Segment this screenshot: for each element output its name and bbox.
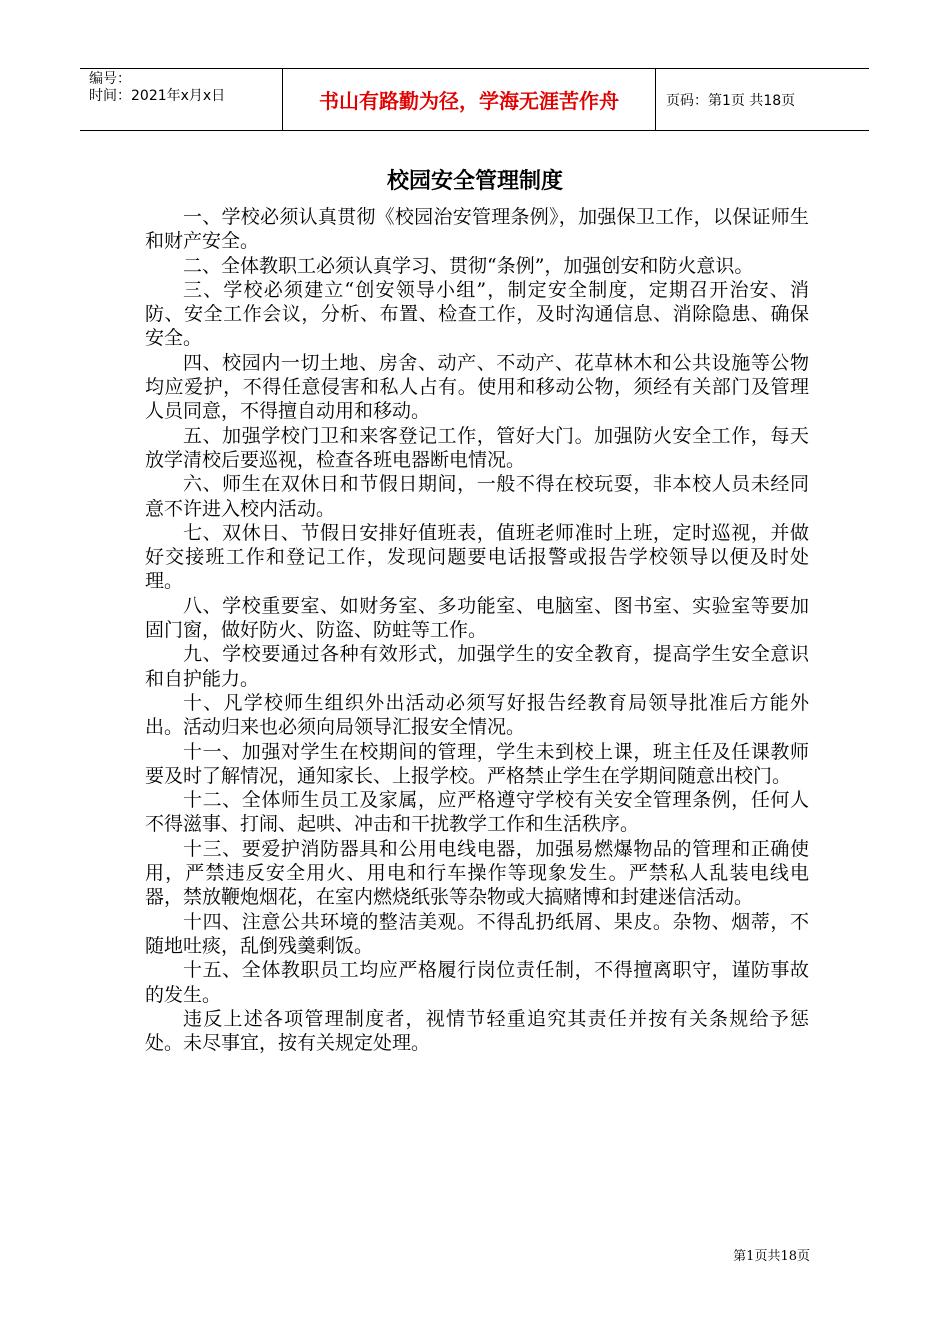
paragraph: 六、师生在双休日和节假日期间，一般不得在校玩耍，非本校人员未经同意不许进入校内活动。 — [145, 473, 809, 520]
paragraph: 十四、注意公共环境的整洁美观。不得乱扔纸屑、果皮。杂物、烟蒂，不随地吐痰，乱倒残羹剩饭。 — [145, 910, 809, 957]
paragraph: 十五、全体教职员工均应严格履行岗位责任制，不得擅离职守，谨防事故的发生。 — [145, 959, 809, 1006]
paragraph: 十一、加强对学生在校期间的管理，学生未到校上课，班主任及任课教师要及时了解情况，通知家长、上报学校。严格禁止学生在学期间随意出校门。 — [145, 740, 809, 787]
paragraph: 十二、全体师生员工及家属，应严格遵守学校有关安全管理条例，任何人不得滋事、打闹、起哄、冲击和干扰教学工作和生活秩序。 — [145, 789, 809, 836]
paragraph: 四、校园内一切土地、房舍、动产、不动产、花草林木和公共设施等公物均应爱护，不得任意侵害和私人占有。使用和移动公物，须经有关部门及管理人员同意，不得擅自动用和移动。 — [145, 351, 809, 423]
paragraph: 三、学校必须建立“创安领导小组”，制定安全制度，定期召开治安、消防、安全工作会议，分析、布置、检查工作，及时沟通信息、消除隐患、确保安全。 — [145, 278, 809, 350]
document-date: 时间：2021年x月x日 — [89, 88, 226, 104]
header-meta — [80, 69, 282, 130]
paragraph: 九、学校要通过各种有效形式，加强学生的安全教育，提高学生安全意识和自护能力。 — [145, 643, 809, 690]
paragraph: 七、双休日、节假日安排好值班表，值班老师准时上班，定时巡视，并做好交接班工作和登记工作，发现问题要电话报警或报告学校领导以便及时处理。 — [145, 521, 809, 593]
document-body — [145, 205, 809, 1055]
page-header — [80, 68, 869, 131]
paragraph: 五、加强学校门卫和来客登记工作，管好大门。加强防火安全工作，每天放学清校后要巡视，检查各班电器断电情况。 — [145, 424, 809, 471]
paragraph: 二、全体教职工必须认真学习、贯彻“条例”，加强创安和防火意识。 — [183, 254, 754, 277]
header-page-info: 页码：第1页 共18页 — [666, 92, 796, 109]
paragraph: 一、学校必须认真贯彻《校园治安管理条例》，加强保卫工作，以保证师生和财产安全。 — [145, 206, 809, 253]
paragraph: 违反上述各项管理制度者，视情节轻重追究其责任并按有关条规给予惩处。未尽事宜，按有关规定处理。 — [145, 1007, 809, 1055]
document-title: 校园安全管理制度 — [386, 169, 563, 194]
paragraph: 十三、要爱护消防器具和公用电线电器，加强易燃爆物品的管理和正确使用，严禁违反安全用火、用电和行车操作等现象发生。严禁私人乱装电线电器，禁放鞭炮烟花，在室内燃烧纸张等杂物或大搞赌博和封建迷信活动。 — [145, 837, 809, 909]
paragraph: 八、学校重要室、如财务室、多功能室、电脑室、图书室、实验室等要加固门窗，做好防火、防盗、防蛀等工作。 — [145, 594, 809, 642]
page-footer-number: 第1页共18页 — [733, 1249, 810, 1264]
header-motto: 书山有路勤为径，学海无涯苦作舟 — [282, 69, 656, 130]
document-number-label: 编号： — [89, 71, 131, 87]
paragraph: 十、凡学校师生组织外出活动必须写好报告经教育局领导批准后方能外出。活动归来也必须向局领导汇报安全情况。 — [145, 691, 809, 739]
